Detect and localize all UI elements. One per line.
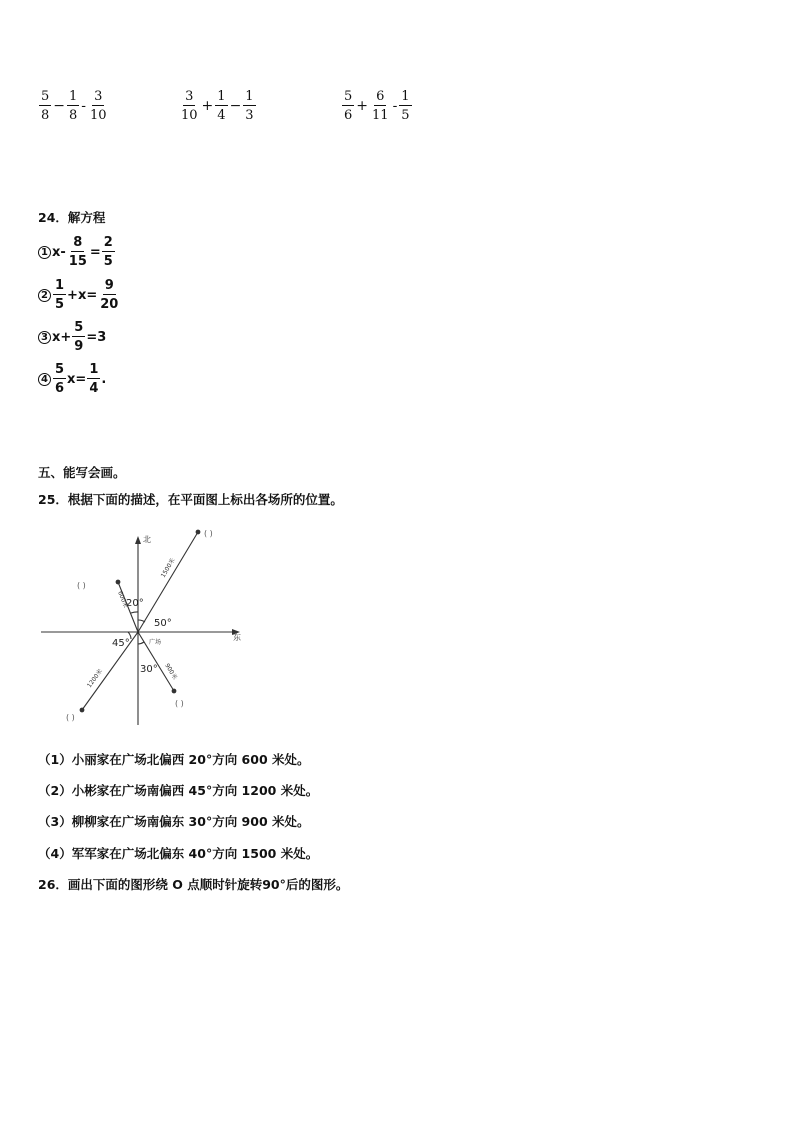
angle-label-20: 20° <box>126 598 144 609</box>
north-arrow-icon <box>135 536 141 544</box>
direction-diagram <box>36 520 256 732</box>
q25-item-3: （3）柳柳家在广场南偏东 30°方向 900 米处。 <box>38 814 310 829</box>
distance-label-900: 900米 <box>163 662 179 681</box>
circled-number: 3 <box>38 331 51 344</box>
east-label: 东 <box>233 633 241 642</box>
center-label: 广场 <box>149 639 162 646</box>
circled-number: 2 <box>38 289 51 302</box>
equation-2: 2 $\frac{1}{5}$ +x= $\frac{9}{20}$ <box>38 279 121 311</box>
equation-1: 1 x- $\frac{8}{15}$ = $\frac{2}{5}$ <box>38 236 116 268</box>
answer-blank: ( ) <box>77 581 86 590</box>
circled-number: 4 <box>38 373 51 386</box>
question-24-title: 24．解方程 <box>38 210 106 225</box>
arithmetic-expression-2: $\frac{3}{10}$ + $\frac{1}{4}$ − $\frac{1}{3}$ <box>181 89 254 123</box>
north-label: 北 <box>143 535 151 544</box>
angle-label-50: 50° <box>154 618 172 629</box>
q25-item-1: （1）小丽家在广场北偏西 20°方向 600 米处。 <box>38 752 310 767</box>
section-5-title: 五、能写会画。 <box>38 465 126 480</box>
question-25-title: 25．根据下面的描述，在平面图上标出各场所的位置。 <box>38 492 343 507</box>
question-26-title: 26．画出下面的图形绕 O 点顺时针旋转90°后的图形。 <box>38 877 349 892</box>
answer-blank: ( ) <box>204 529 213 538</box>
angle-label-45: 45° <box>112 638 130 649</box>
point-dot <box>116 580 121 585</box>
q25-item-2: （2）小彬家在广场南偏西 45°方向 1200 米处。 <box>38 783 319 798</box>
angle-label-30: 30° <box>140 664 158 675</box>
circled-number: 1 <box>38 246 51 259</box>
distance-label-600: 600米 <box>116 590 130 609</box>
ray-1500m <box>138 532 198 632</box>
distance-label-1200: 1200米 <box>85 667 105 690</box>
point-dot <box>80 708 85 713</box>
arithmetic-expression-3: $\frac{5}{6}$ + $\frac{6}{11}$ - $\frac{1}{5}$ <box>344 89 410 123</box>
arithmetic-expression-1: $\frac{5}{8}$ − $\frac{1}{8}$ - $\frac{3}{10}$ <box>41 89 107 123</box>
equation-3: 3 x+ $\frac{5}{9}$ =3 <box>38 321 106 353</box>
answer-blank: ( ) <box>66 713 75 722</box>
q25-item-4: （4）军军家在广场北偏东 40°方向 1500 米处。 <box>38 846 319 861</box>
point-dot <box>196 530 201 535</box>
distance-label-1500: 1500米 <box>159 557 177 580</box>
equation-4: 4 $\frac{5}{6}$ x= $\frac{1}{4}$ . <box>38 363 106 395</box>
answer-blank: ( ) <box>175 699 184 708</box>
point-dot <box>172 689 177 694</box>
